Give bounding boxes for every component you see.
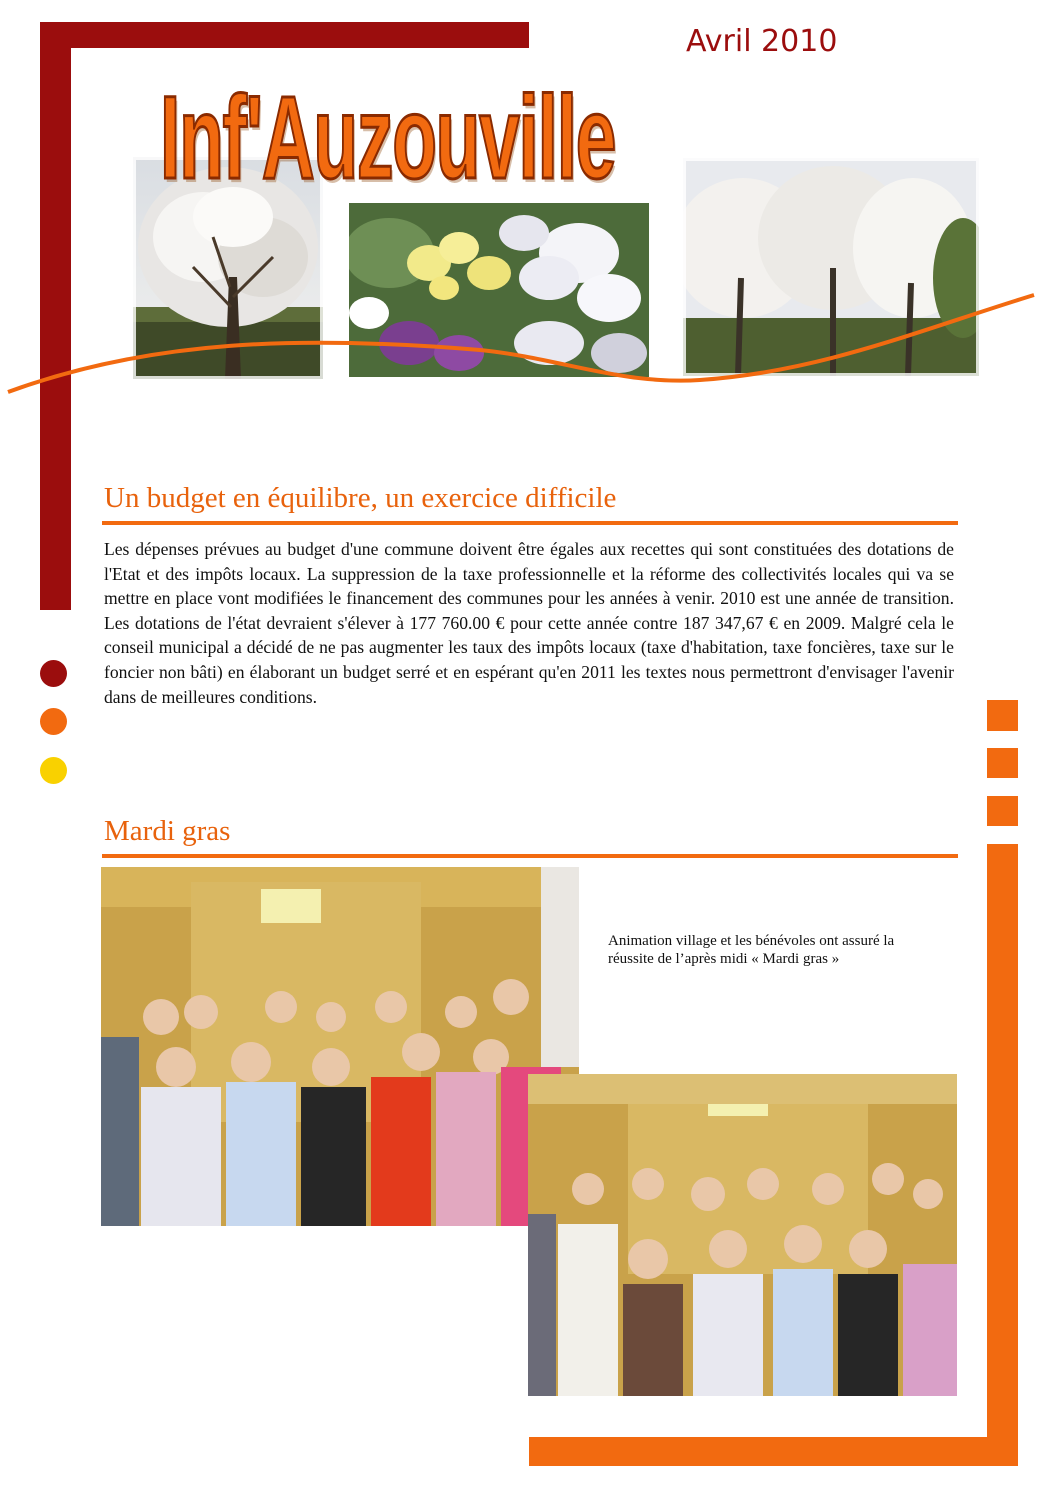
section-body-budget: Les dépenses prévues au budget d'une commune doivent être égales aux recettes qui sont constituées des dotations de l'Etat et des impôts locaux. La suppression de la taxe professionnelle et la réforme des collectivités locales qui va se mettre en place vont modifiées le financement des communes pour les années à venir. 2010 est une année de transition. Les dotations de l'état devraient s'élever à 177 760.00 € pour cette année contre 187 347,67 € en 2009. Malgré cela le conseil municipal a décidé de ne pas augmenter les taux des impôts locaux (taxe d'habitation, taxe foncières, taxe sur le foncier non bâti) en élaborant un budget serré et en espérant qu'en 2011 les textes nous permettront d'envisager l'avenir dans de meilleures conditions. <box>104 539 954 707</box>
decor-dot-yellow <box>40 757 67 784</box>
section-title-mardi-gras: Mardi gras <box>104 815 231 847</box>
decor-square-1 <box>987 700 1018 731</box>
section-title-budget: Un budget en équilibre, un exercice difficile <box>104 482 617 514</box>
photo-children-costumes-1 <box>101 867 579 1226</box>
frame-bar-bottom <box>529 1437 1018 1466</box>
issue-date: Avril 2010 <box>686 24 838 59</box>
decor-square-2 <box>987 748 1018 778</box>
photo-caption-mardi-gras: Animation village et les bénévoles ont assuré la réussite de l’après midi « Mardi gras » <box>608 933 895 967</box>
decor-dot-orange <box>40 708 67 735</box>
frame-bar-right <box>987 844 1018 1466</box>
newsletter-masthead-title: Inf'Auzouville <box>160 72 616 204</box>
header-wave-decoration <box>0 280 1058 400</box>
decor-dot-red <box>40 660 67 687</box>
frame-bar-top <box>40 22 529 48</box>
section-rule-mardi-gras <box>102 854 958 858</box>
photo-children-costumes-2 <box>528 1074 957 1396</box>
decor-square-3 <box>987 796 1018 826</box>
section-rule-budget <box>102 521 958 525</box>
